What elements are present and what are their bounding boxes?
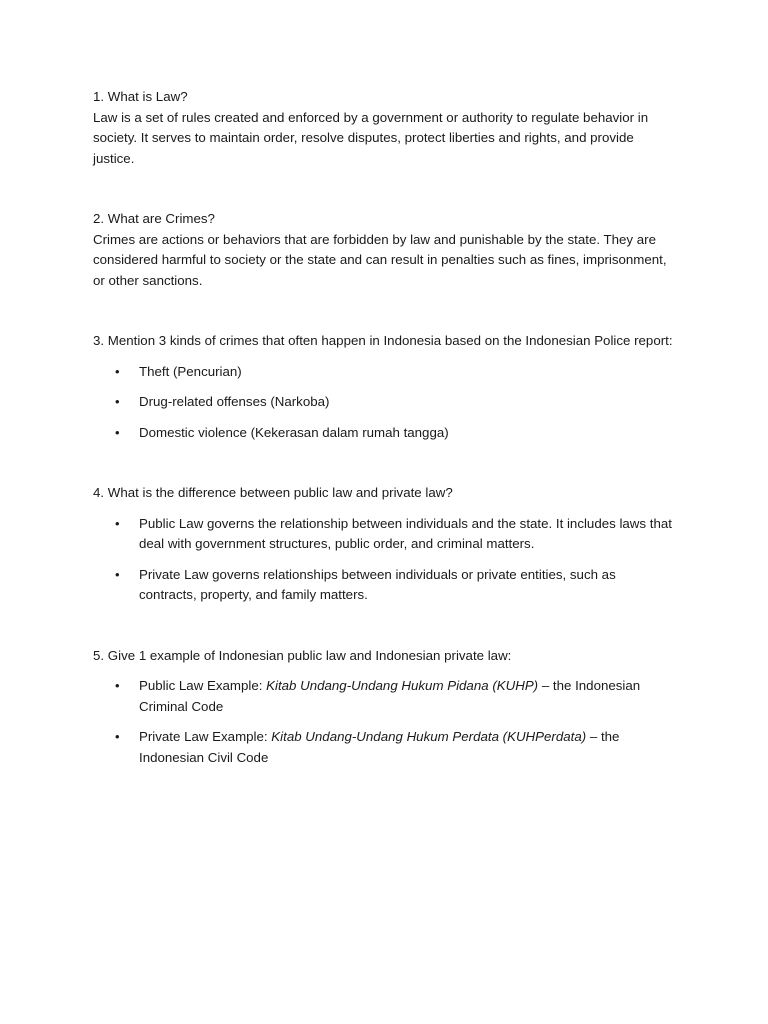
example-suffix: – the Indonesian Criminal Code (139, 678, 641, 714)
example-prefix: Public Law Example: (139, 678, 267, 693)
list-item (93, 362, 676, 383)
bullet-icon: • (115, 394, 120, 409)
spacer (93, 169, 676, 209)
example-prefix: Private Law Example: (139, 729, 272, 744)
spacer (93, 291, 676, 331)
bullet-icon: • (115, 424, 120, 440)
spacer (93, 453, 676, 483)
list-item (93, 565, 676, 606)
bullet-icon: • (115, 729, 120, 744)
list-item (93, 392, 676, 413)
list-item (93, 676, 676, 717)
list-item-text: Public Law governs the relationship between individuals and the state. It includes laws that deal with government structures, public order, and criminal matters. (139, 515, 672, 551)
question-2-title: 2. What are Crimes? (93, 211, 215, 226)
question-5-list (93, 676, 676, 768)
spacer (93, 616, 676, 646)
question-3-title: 3. Mention 3 kinds of crimes that often happen in Indonesia based on the Indonesian Police report: (93, 333, 673, 348)
example-suffix: – the Indonesian Civil Code (139, 729, 620, 765)
bullet-icon: • (115, 566, 120, 582)
bullet-icon: • (115, 363, 120, 379)
question-4 (93, 483, 676, 606)
list-item-text: Private Law governs relationships between individuals or private entities, such as contracts, property, and family matters. (139, 566, 616, 602)
question-4-list (93, 514, 676, 606)
question-2-answer: Crimes are actions or behaviors that are forbidden by law and punishable by the state. They are considered harmful to society or the state and can result in penalties such as fines, imprisonment, or other sanctions. (93, 231, 667, 288)
bullet-icon: • (115, 515, 120, 531)
question-5 (93, 646, 676, 769)
question-1-answer: Law is a set of rules created and enforced by a government or authority to regulate behavior in society. It serves to maintain order, resolve disputes, protect liberties and rights, and provide justice. (93, 109, 649, 166)
example-law-name: Kitab Undang-Undang Hukum Pidana (KUHP) (266, 678, 539, 693)
question-3-list (93, 362, 676, 444)
bullet-icon: • (115, 678, 120, 693)
list-item (93, 727, 676, 768)
list-item (93, 423, 676, 444)
example-law-name: Kitab Undang-Undang Hukum Perdata (KUHPerdata) (271, 729, 587, 744)
list-item (93, 514, 676, 555)
question-5-title: 5. Give 1 example of Indonesian public law and Indonesian private law: (93, 647, 512, 663)
list-item-text: Theft (Pencurian) (139, 363, 242, 379)
question-1-title: 1. What is Law? (93, 89, 188, 104)
question-2 (93, 209, 676, 291)
list-item-text: Domestic violence (Kekerasan dalam rumah tangga) (139, 424, 449, 440)
question-3 (93, 331, 676, 443)
list-item-text: Drug-related offenses (Narkoba) (139, 394, 330, 409)
question-4-title: 4. What is the difference between public law and private law? (93, 485, 453, 500)
question-1 (93, 87, 676, 169)
